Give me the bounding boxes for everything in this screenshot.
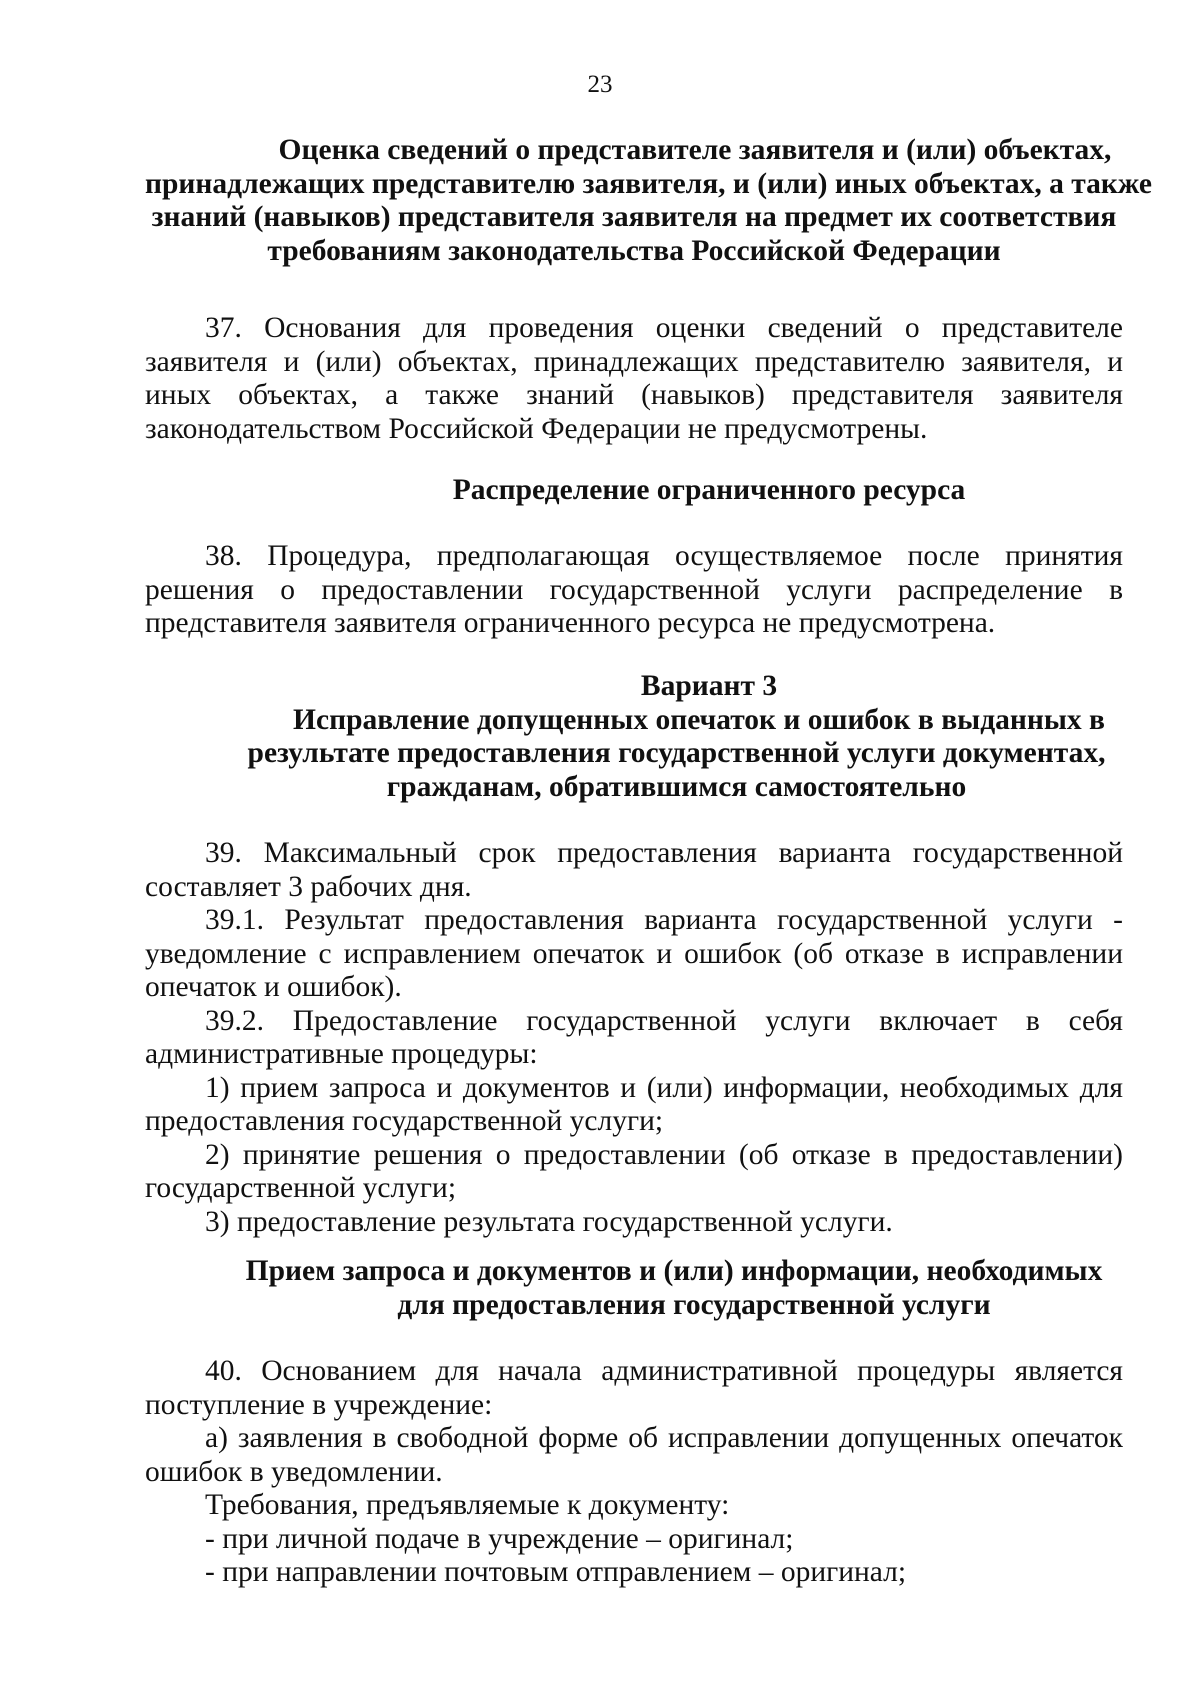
section-heading-request-intake xyxy=(145,1255,1123,1322)
heading-line: требованиям законодательства Российской Федерации xyxy=(267,234,1001,267)
paragraph-line: административные процедуры: xyxy=(145,1038,538,1070)
section-heading-assessment xyxy=(145,134,1152,268)
heading-line: Распределение ограниченного ресурса xyxy=(452,474,966,506)
paragraph-line: уведомление с исправлением опечаток и ошибок (об отказе в исправлении xyxy=(145,937,1123,970)
paragraph-line: а) заявления в свободной форме об исправлении допущенных опечаток xyxy=(205,1422,1123,1454)
paragraph-38 xyxy=(145,540,1123,641)
heading-line: принадлежащих представителю заявителя, и (или) иных объектах, а также xyxy=(145,167,1152,200)
paragraph-line: 2) принятие решения о предоставлении (об отказе в предоставлении) xyxy=(205,1138,1123,1171)
paragraph-line: Требования, предъявляемые к документу: xyxy=(205,1489,730,1521)
paragraph-line: решения о предоставлении государственной услуги распределение в xyxy=(145,573,1123,606)
paragraph-line: иных объектах, а также знаний (навыков) представителя заявителя xyxy=(145,379,1123,411)
paragraph-line: 40. Основанием для начала административной процедуры является xyxy=(205,1355,1123,1387)
heading-line: Прием запроса и документов и (или) информации, необходимых xyxy=(245,1255,1103,1287)
heading-line: знаний (навыков) представителя заявителя на предмет их соответствия xyxy=(151,201,1117,233)
paragraph-line: - при личной подаче в учреждение – оригинал; xyxy=(205,1522,794,1555)
paragraph-line: государственной услуги; xyxy=(145,1172,457,1204)
heading-line: Вариант 3 xyxy=(640,670,778,702)
paragraph-line: опечаток и ошибок). xyxy=(145,971,402,1003)
paragraph-line: 39. Максимальный срок предоставления варианта государственной xyxy=(205,837,1123,869)
paragraph-line: ошибок в уведомлении. xyxy=(145,1455,443,1488)
paragraph-line: представителя заявителя ограниченного ресурса не предусмотрена. xyxy=(145,607,996,639)
paragraph-line: 37. Основания для проведения оценки сведений о представителе xyxy=(205,312,1123,344)
paragraph-line: 39.1. Результат предоставления варианта государственной услуги - xyxy=(205,904,1123,936)
paragraph-line: 3) предоставление результата государственной услуги. xyxy=(205,1205,893,1238)
paragraph-line: поступление в учреждение: xyxy=(145,1388,493,1421)
paragraph-39 xyxy=(145,837,1123,1239)
section-heading-variant-3 xyxy=(145,670,1123,804)
heading-line: гражданам, обратившимся самостоятельно xyxy=(386,770,967,803)
paragraph-line: - при направлении почтовым отправлением – оригинал; xyxy=(205,1556,907,1588)
section-heading-resource xyxy=(145,474,1123,508)
heading-line: Исправление допущенных опечаток и ошибок в выданных в xyxy=(293,703,1105,736)
paragraph-40 xyxy=(145,1355,1123,1590)
paragraph-line: 39.2. Предоставление государственной услуги включает в себя xyxy=(205,1004,1123,1037)
paragraph-line: составляет 3 рабочих дня. xyxy=(145,870,472,903)
heading-line: результате предоставления государственной услуги документах, xyxy=(247,737,1106,769)
paragraph-line: заявителя и (или) объектах, принадлежащих представителю заявителя, и xyxy=(145,345,1123,378)
page-number: 23 xyxy=(587,71,613,98)
paragraph-line: предоставления государственной услуги; xyxy=(145,1105,664,1137)
paragraph-line: 38. Процедура, предполагающая осуществляемое после принятия xyxy=(205,540,1123,572)
heading-line: для предоставления государственной услуги xyxy=(397,1288,991,1321)
paragraph-37 xyxy=(145,312,1123,446)
paragraph-line: 1) прием запроса и документов и (или) информации, необходимых для xyxy=(205,1071,1123,1104)
paragraph-line: законодательством Российской Федерации не предусмотрены. xyxy=(145,412,928,445)
heading-line: Оценка сведений о представителе заявителя и (или) объектах, xyxy=(278,134,1112,166)
